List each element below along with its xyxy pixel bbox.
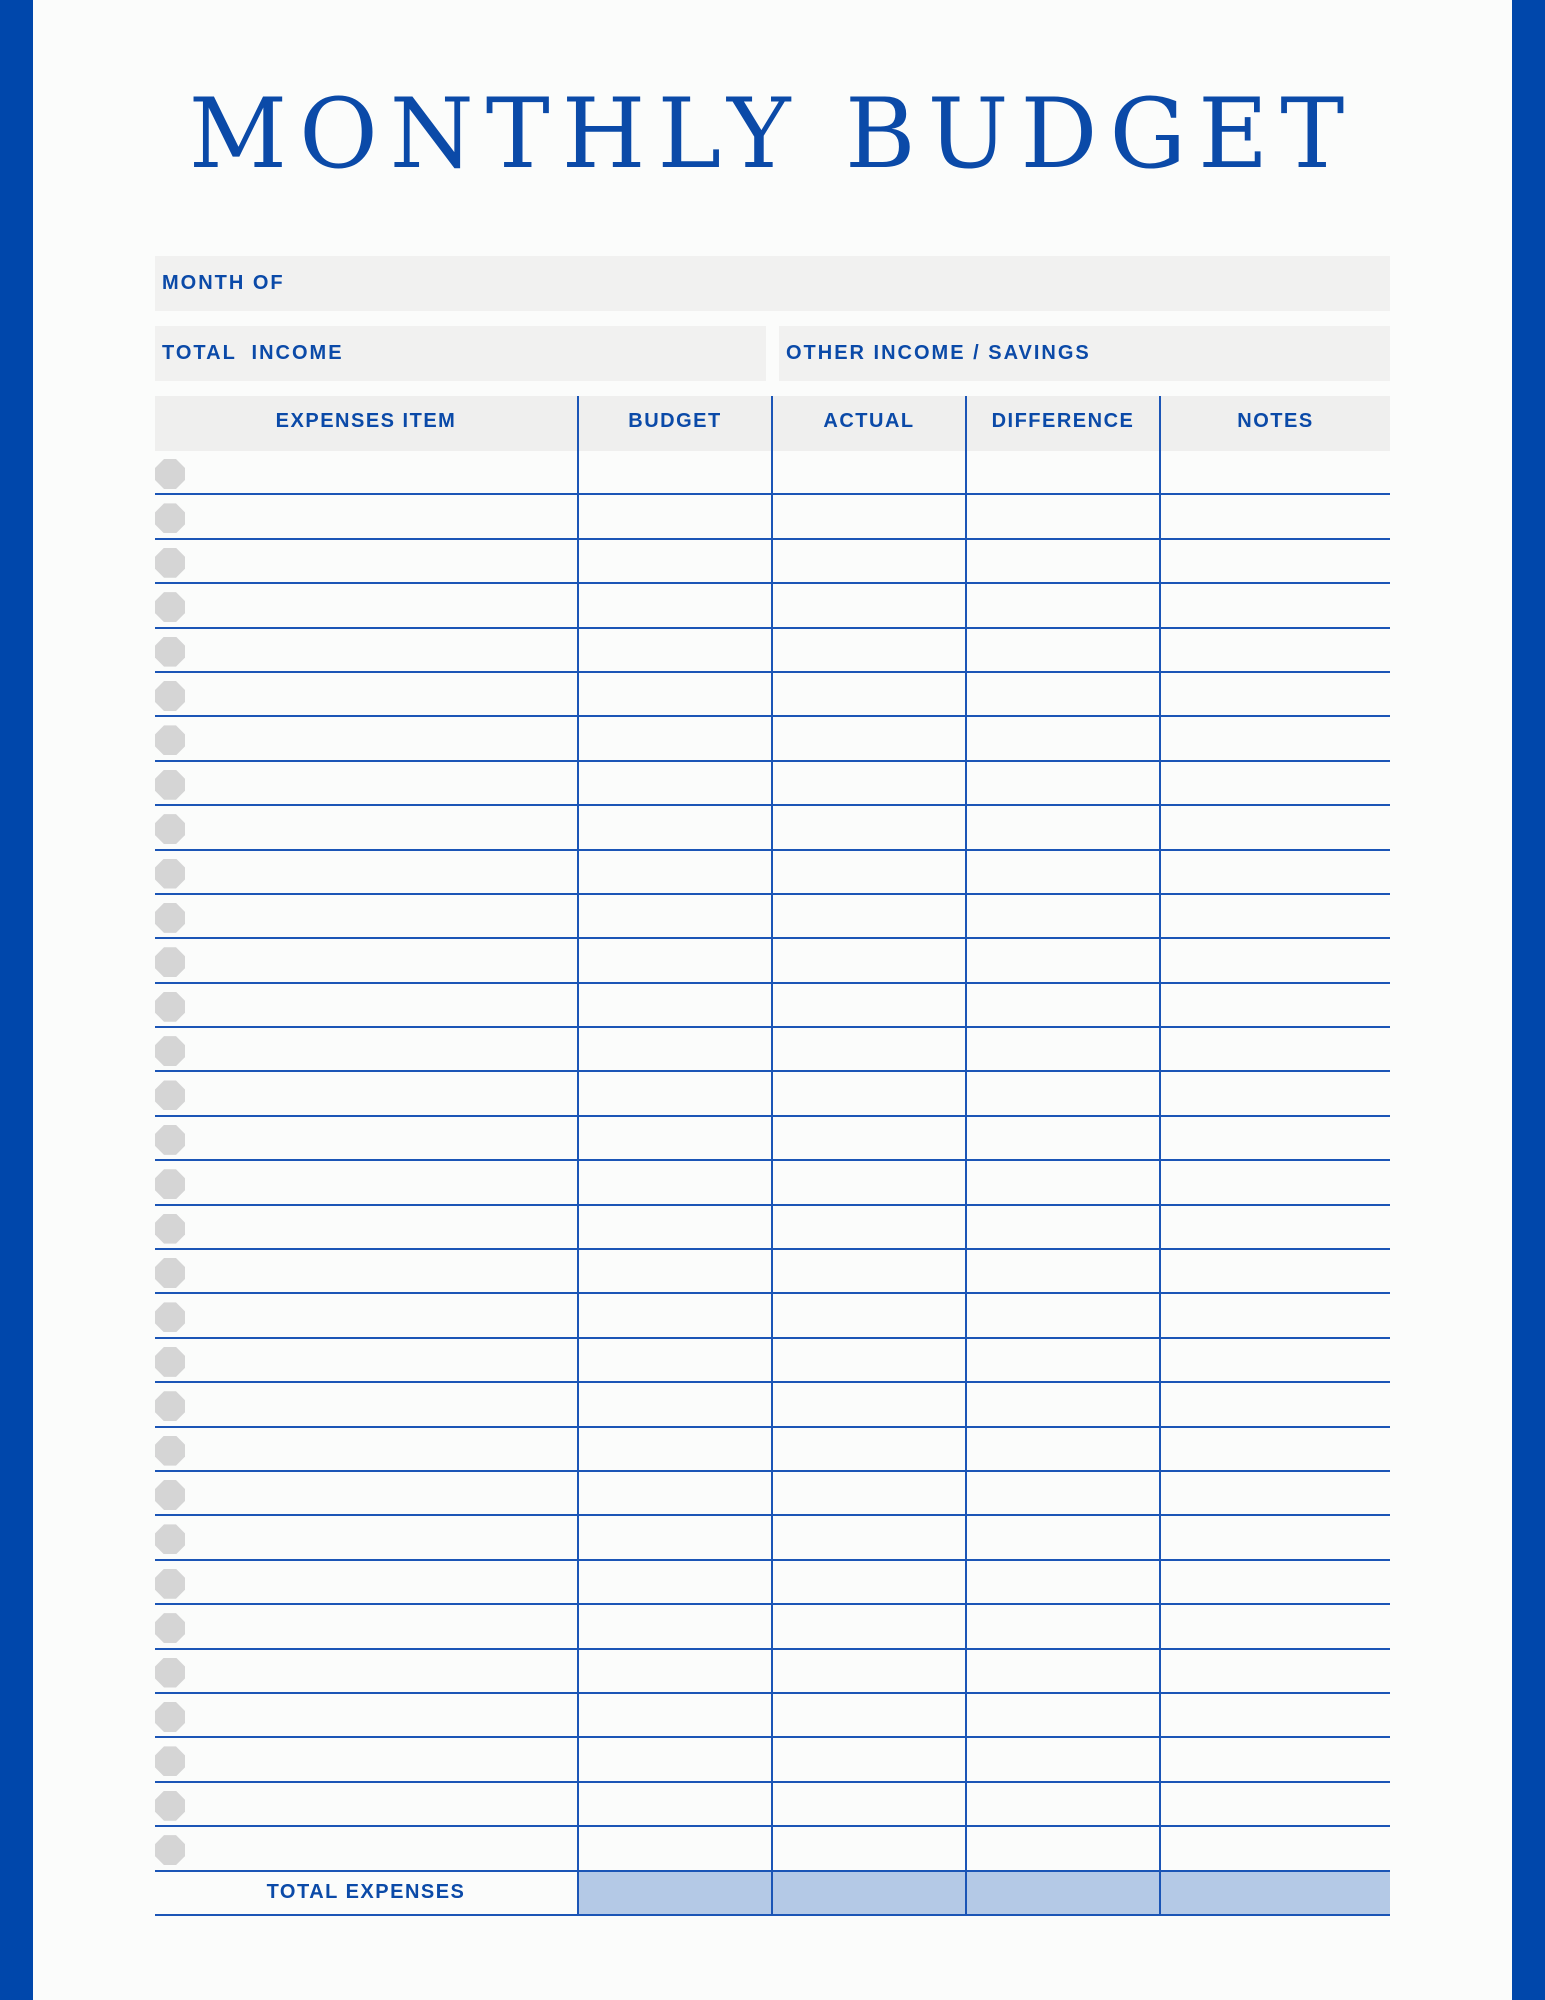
budget-cell[interactable] [577,584,771,626]
table-row [155,1561,1390,1605]
difference-cell[interactable] [965,1206,1159,1248]
notes-cell[interactable] [1159,851,1390,893]
table-row [155,1428,1390,1472]
table-row [155,1072,1390,1116]
table-row [155,762,1390,806]
difference-cell[interactable] [965,1383,1159,1425]
total-difference-cell[interactable] [965,1872,1159,1914]
budget-cell[interactable] [577,717,771,759]
total-budget-cell[interactable] [577,1872,771,1914]
difference-cell[interactable] [965,1472,1159,1514]
difference-cell[interactable] [965,1783,1159,1825]
notes-cell[interactable] [1159,1250,1390,1292]
notes-cell[interactable] [1159,895,1390,937]
budget-cell[interactable] [577,673,771,715]
table-row [155,984,1390,1028]
budget-cell[interactable] [577,806,771,848]
header-budget: BUDGET [577,396,771,451]
actual-cell[interactable] [771,1428,965,1470]
notes-cell[interactable] [1159,629,1390,671]
table-row [155,1117,1390,1161]
notes-cell[interactable] [1159,1383,1390,1425]
checkbox-bullet-icon[interactable] [155,1702,185,1732]
table-row [155,1339,1390,1383]
notes-cell[interactable] [1159,1694,1390,1736]
expense-item-cell[interactable] [155,1072,577,1114]
table-row [155,629,1390,673]
budget-cell[interactable] [577,1516,771,1558]
actual-cell[interactable] [771,851,965,893]
table-body [155,451,1390,1872]
actual-cell[interactable] [771,584,965,626]
checkbox-bullet-icon[interactable] [155,947,185,977]
total-actual-cell[interactable] [771,1872,965,1914]
table-row [155,1250,1390,1294]
actual-cell[interactable] [771,717,965,759]
actual-cell[interactable] [771,1339,965,1381]
expense-item-cell[interactable] [155,806,577,848]
expense-item-cell[interactable] [155,1561,577,1603]
expense-item-cell[interactable] [155,1339,577,1381]
notes-cell[interactable] [1159,1028,1390,1070]
notes-cell[interactable] [1159,1428,1390,1470]
budget-cell[interactable] [577,495,771,537]
header-difference: DIFFERENCE [965,396,1159,451]
checkbox-bullet-icon[interactable] [155,503,185,533]
table-row [155,673,1390,717]
other-income-label: OTHER INCOME / SAVINGS [786,342,1091,364]
difference-cell[interactable] [965,1827,1159,1869]
actual-cell[interactable] [771,1516,965,1558]
actual-cell[interactable] [771,1072,965,1114]
checkbox-bullet-icon[interactable] [155,1613,185,1643]
actual-cell[interactable] [771,1383,965,1425]
notes-cell[interactable] [1159,1072,1390,1114]
budget-cell[interactable] [577,629,771,671]
notes-cell[interactable] [1159,451,1390,493]
checkbox-bullet-icon[interactable] [155,1036,185,1066]
notes-cell[interactable] [1159,806,1390,848]
table-row [155,1294,1390,1338]
table-row [155,1516,1390,1560]
budget-cell[interactable] [577,1161,771,1203]
checkbox-bullet-icon[interactable] [155,1436,185,1466]
checkbox-bullet-icon[interactable] [155,1524,185,1554]
difference-cell[interactable] [965,895,1159,937]
checkbox-bullet-icon[interactable] [155,1080,185,1110]
budget-cell[interactable] [577,1561,771,1603]
checkbox-bullet-icon[interactable] [155,1791,185,1821]
difference-cell[interactable] [965,629,1159,671]
table-row [155,1783,1390,1827]
checkbox-bullet-icon[interactable] [155,1835,185,1865]
total-income-label: TOTAL INCOME [162,342,344,364]
budget-cell[interactable] [577,1294,771,1336]
budget-cell[interactable] [577,1605,771,1647]
expense-item-cell[interactable] [155,984,577,1026]
notes-cell[interactable] [1159,762,1390,804]
page-title: MONTHLY BUDGET [188,78,1357,190]
table-row [155,1472,1390,1516]
table-row [155,495,1390,539]
notes-cell[interactable] [1159,939,1390,981]
difference-cell[interactable] [965,1339,1159,1381]
checkbox-bullet-icon[interactable] [155,681,185,711]
budget-cell[interactable] [577,762,771,804]
actual-cell[interactable] [771,1117,965,1159]
notes-cell[interactable] [1159,1827,1390,1869]
checkbox-bullet-icon[interactable] [155,1480,185,1510]
actual-cell[interactable] [771,1827,965,1869]
expense-item-cell[interactable] [155,1206,577,1248]
difference-cell[interactable] [965,451,1159,493]
expense-item-cell[interactable] [155,1738,577,1780]
month-of-field[interactable] [155,256,1390,311]
checkbox-bullet-icon[interactable] [155,1569,185,1599]
month-of-label: MONTH OF [162,272,285,294]
difference-cell[interactable] [965,1117,1159,1159]
budget-cell[interactable] [577,1428,771,1470]
difference-cell[interactable] [965,495,1159,537]
notes-cell[interactable] [1159,1161,1390,1203]
budget-cell[interactable] [577,451,771,493]
checkbox-bullet-icon[interactable] [155,1391,185,1421]
difference-cell[interactable] [965,1650,1159,1692]
budget-cell[interactable] [577,984,771,1026]
difference-cell[interactable] [965,673,1159,715]
checkbox-bullet-icon[interactable] [155,1214,185,1244]
table-row [155,851,1390,895]
budget-cell[interactable] [577,1339,771,1381]
expense-item-cell[interactable] [155,1428,577,1470]
expense-item-cell[interactable] [155,1783,577,1825]
budget-cell[interactable] [577,1250,771,1292]
table-row [155,1650,1390,1694]
expense-item-cell[interactable] [155,1650,577,1692]
notes-cell[interactable] [1159,673,1390,715]
expense-item-cell[interactable] [155,540,577,582]
budget-cell[interactable] [577,1827,771,1869]
difference-cell[interactable] [965,1738,1159,1780]
header-expenses-item: EXPENSES ITEM [275,410,457,432]
actual-cell[interactable] [771,895,965,937]
actual-cell[interactable] [771,1250,965,1292]
difference-cell[interactable] [965,1694,1159,1736]
expense-item-cell[interactable] [155,1827,577,1869]
actual-cell[interactable] [771,1738,965,1780]
expense-item-cell[interactable] [155,1117,577,1159]
expense-item-cell[interactable] [155,851,577,893]
table-row [155,939,1390,983]
notes-cell[interactable] [1159,717,1390,759]
checkbox-bullet-icon[interactable] [155,1658,185,1688]
budget-cell[interactable] [577,1072,771,1114]
expense-item-cell[interactable] [155,1161,577,1203]
actual-cell[interactable] [771,1294,965,1336]
notes-cell[interactable] [1159,1561,1390,1603]
actual-cell[interactable] [771,1694,965,1736]
difference-cell[interactable] [965,1250,1159,1292]
expense-item-cell[interactable] [155,1383,577,1425]
expense-item-cell[interactable] [155,584,577,626]
actual-cell[interactable] [771,806,965,848]
budget-cell[interactable] [577,1117,771,1159]
table-row [155,1028,1390,1072]
checkbox-bullet-icon[interactable] [155,859,185,889]
expense-item-cell[interactable] [155,1028,577,1070]
table-row [155,1383,1390,1427]
table-row [155,1738,1390,1782]
expense-item-cell[interactable] [155,1516,577,1558]
checkbox-bullet-icon[interactable] [155,1347,185,1377]
checkbox-bullet-icon[interactable] [155,770,185,800]
actual-cell[interactable] [771,1561,965,1603]
total-expenses-label: TOTAL EXPENSES [266,1880,466,1903]
expense-item-cell[interactable] [155,895,577,937]
budget-cell[interactable] [577,1738,771,1780]
checkbox-bullet-icon[interactable] [155,1125,185,1155]
budget-cell[interactable] [577,1472,771,1514]
total-income-field[interactable] [155,326,766,381]
table-row [155,806,1390,850]
expense-item-cell[interactable] [155,762,577,804]
table-row [155,1694,1390,1738]
expense-item-cell[interactable] [155,673,577,715]
expense-item-cell[interactable] [155,495,577,537]
actual-cell[interactable] [771,673,965,715]
actual-cell[interactable] [771,1472,965,1514]
difference-cell[interactable] [965,806,1159,848]
expense-item-cell[interactable] [155,939,577,981]
notes-cell[interactable] [1159,984,1390,1026]
checkbox-bullet-icon[interactable] [155,1169,185,1199]
other-income-field[interactable] [779,326,1390,381]
total-notes-cell[interactable] [1159,1872,1390,1914]
notes-cell[interactable] [1159,1339,1390,1381]
checkbox-bullet-icon[interactable] [155,637,185,667]
expense-item-cell[interactable] [155,1250,577,1292]
checkbox-bullet-icon[interactable] [155,548,185,578]
checkbox-bullet-icon[interactable] [155,814,185,844]
actual-cell[interactable] [771,540,965,582]
difference-cell[interactable] [965,851,1159,893]
difference-cell[interactable] [965,1561,1159,1603]
notes-cell[interactable] [1159,1472,1390,1514]
budget-cell[interactable] [577,851,771,893]
difference-cell[interactable] [965,762,1159,804]
budget-page [33,0,1512,2000]
difference-cell[interactable] [965,1072,1159,1114]
budget-cell[interactable] [577,895,771,937]
expense-item-cell[interactable] [155,451,577,493]
notes-cell[interactable] [1159,584,1390,626]
difference-cell[interactable] [965,1428,1159,1470]
difference-cell[interactable] [965,1161,1159,1203]
expense-item-cell[interactable] [155,629,577,671]
budget-cell[interactable] [577,1694,771,1736]
notes-cell[interactable] [1159,1294,1390,1336]
total-expenses-row [155,1872,1390,1916]
checkbox-bullet-icon[interactable] [155,592,185,622]
table-row [155,1827,1390,1871]
checkbox-bullet-icon[interactable] [155,903,185,933]
difference-cell[interactable] [965,584,1159,626]
actual-cell[interactable] [771,762,965,804]
notes-cell[interactable] [1159,1117,1390,1159]
budget-cell[interactable] [577,540,771,582]
header-actual: ACTUAL [771,396,965,451]
difference-cell[interactable] [965,1605,1159,1647]
checkbox-bullet-icon[interactable] [155,1746,185,1776]
notes-cell[interactable] [1159,495,1390,537]
table-row [155,1161,1390,1205]
checkbox-bullet-icon[interactable] [155,725,185,755]
budget-cell[interactable] [577,1650,771,1692]
difference-cell[interactable] [965,1294,1159,1336]
difference-cell[interactable] [965,984,1159,1026]
table-header [155,396,1390,451]
actual-cell[interactable] [771,629,965,671]
actual-cell[interactable] [771,1783,965,1825]
notes-cell[interactable] [1159,1605,1390,1647]
table-row [155,1206,1390,1250]
actual-cell[interactable] [771,1206,965,1248]
expense-item-cell[interactable] [155,1605,577,1647]
actual-cell[interactable] [771,451,965,493]
actual-cell[interactable] [771,495,965,537]
expense-item-cell[interactable] [155,1694,577,1736]
table-row [155,451,1390,495]
table-row [155,895,1390,939]
checkbox-bullet-icon[interactable] [155,1258,185,1288]
notes-cell[interactable] [1159,1516,1390,1558]
notes-cell[interactable] [1159,1650,1390,1692]
budget-cell[interactable] [577,939,771,981]
expense-item-cell[interactable] [155,717,577,759]
header-notes: NOTES [1159,396,1390,451]
actual-cell[interactable] [771,984,965,1026]
difference-cell[interactable] [965,1028,1159,1070]
checkbox-bullet-icon[interactable] [155,459,185,489]
expenses-table [155,396,1390,1916]
table-row [155,717,1390,761]
notes-cell[interactable] [1159,1206,1390,1248]
difference-cell[interactable] [965,717,1159,759]
notes-cell[interactable] [1159,540,1390,582]
actual-cell[interactable] [771,1650,965,1692]
budget-cell[interactable] [577,1028,771,1070]
difference-cell[interactable] [965,540,1159,582]
actual-cell[interactable] [771,1161,965,1203]
actual-cell[interactable] [771,939,965,981]
budget-cell[interactable] [577,1206,771,1248]
actual-cell[interactable] [771,1028,965,1070]
budget-cell[interactable] [577,1783,771,1825]
notes-cell[interactable] [1159,1738,1390,1780]
checkbox-bullet-icon[interactable] [155,1302,185,1332]
budget-cell[interactable] [577,1383,771,1425]
difference-cell[interactable] [965,1516,1159,1558]
notes-cell[interactable] [1159,1783,1390,1825]
checkbox-bullet-icon[interactable] [155,992,185,1022]
table-row [155,540,1390,584]
table-row [155,584,1390,628]
actual-cell[interactable] [771,1605,965,1647]
expense-item-cell[interactable] [155,1472,577,1514]
difference-cell[interactable] [965,939,1159,981]
expense-item-cell[interactable] [155,1294,577,1336]
table-row [155,1605,1390,1649]
